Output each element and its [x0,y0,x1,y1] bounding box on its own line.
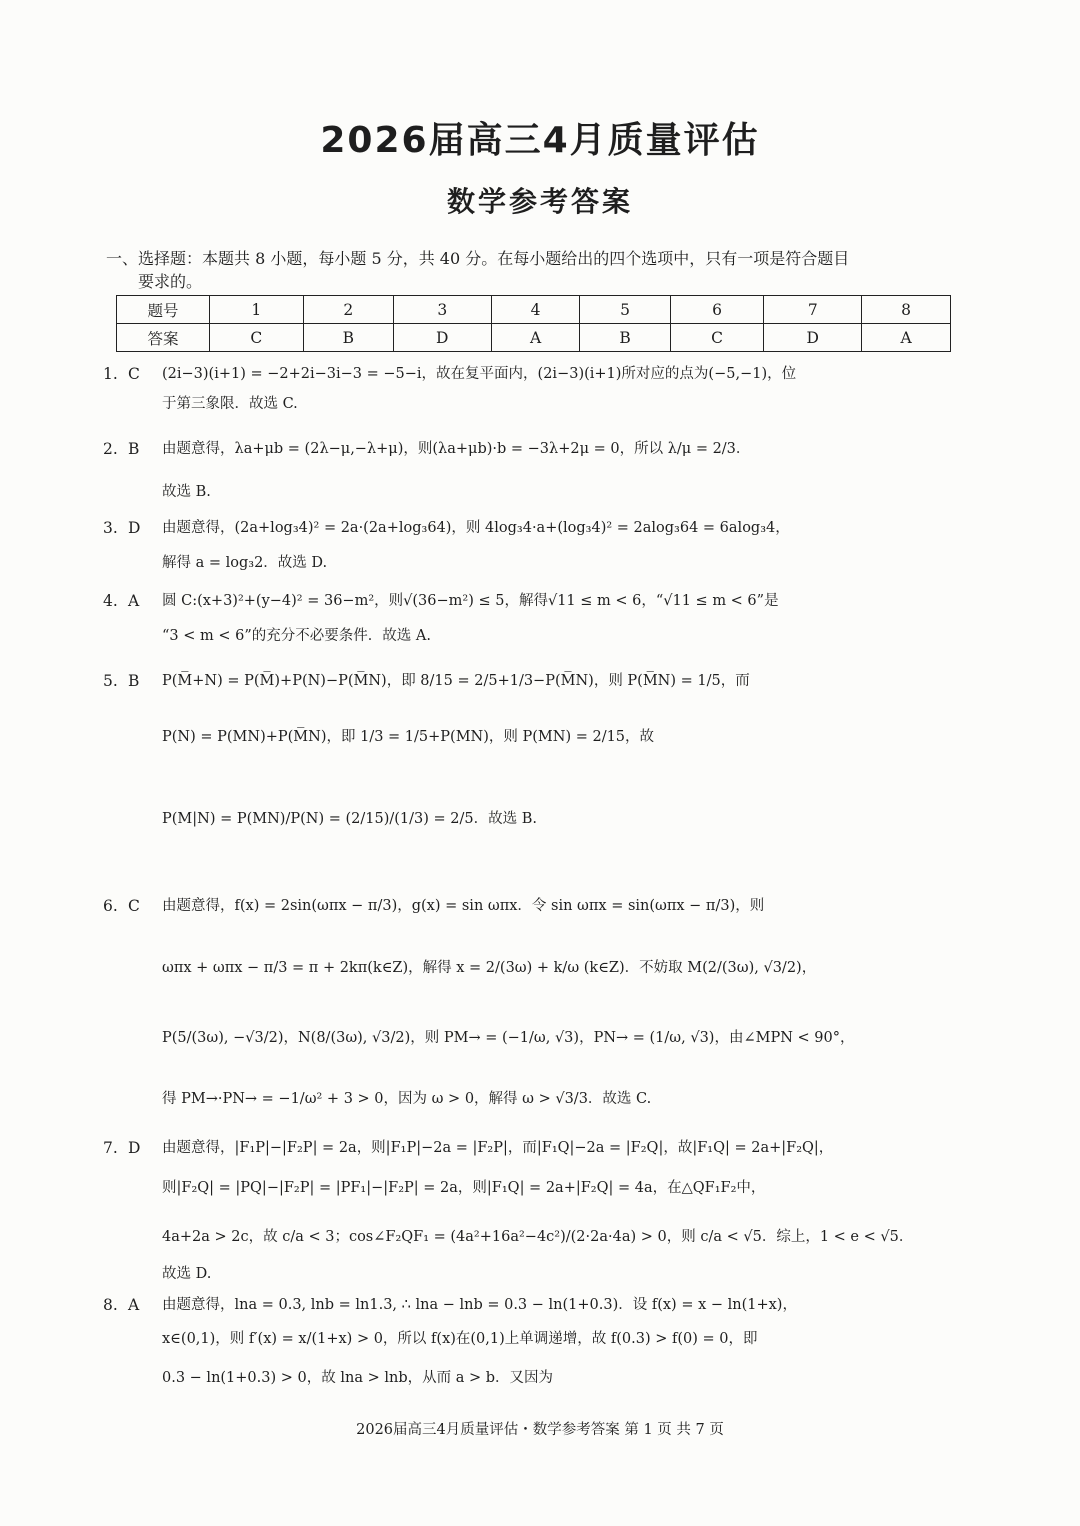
table-cell: B [303,324,393,352]
q6-line2: ωπx + ωπx − π/3 = π + 2kπ(k∈Z)，解得 x = 2/(3ω) + k/ω (k∈Z)．不妨取 M(2/(3ω), √3/2)， [162,960,817,976]
q4-line2: “3 < m < 6”的充分不必要条件．故选 A. [162,628,431,644]
table-row-answers [117,324,951,352]
table-cell: 6 [670,296,764,324]
table-cell: 1 [210,296,304,324]
answer-table [116,295,951,352]
table-cell: D [764,324,862,352]
table-cell: C [670,324,764,352]
q3-line2: 解得 a = log₃2．故选 D. [162,555,328,571]
q3-answer: D [128,519,141,537]
section-heading-line1: 一、选择题：本题共 8 小题，每小题 5 分，共 40 分。在每小题给出的四个选项中，只有一项是符合题目 [106,249,850,268]
q7-number: 7. [103,1139,118,1157]
q4-answer: A [128,592,140,610]
q8-line2: x∈(0,1)，则 f′(x) = x/(1+x) > 0，所以 f(x)在(0,1)上单调递增，故 f(0.3) > f(0) = 0，即 [162,1331,758,1347]
table-cell: 8 [862,296,951,324]
table-cell: A [862,324,951,352]
q4-number: 4. [103,592,118,610]
q2-number: 2. [103,440,118,458]
q1-answer: C [128,365,140,383]
table-cell: B [580,324,670,352]
q5-answer: B [128,672,140,690]
q5-line1: P(M̅+N) = P(M̅)+P(N)−P(M̅N)，即 8/15 = 2/5+1/3−P(M̅N)，则 P(M̅N) = 1/5，而 [162,673,750,689]
q1-line1: (2i−3)(i+1) = −2+2i−3i−3 = −5−i，故在复平面内，(2i−3)(i+1)所对应的点为(−5,−1)，位 [162,366,797,382]
q3-number: 3. [103,519,118,537]
q2-line2: 故选 B. [162,484,211,500]
q6-answer: C [128,897,140,915]
q7-line4: 故选 D. [162,1266,212,1282]
page-subtitle: 数学参考答案 [446,185,633,218]
table-cell: 3 [393,296,491,324]
table-cell: D [393,324,491,352]
table-cell: 4 [491,296,580,324]
table-cell: 7 [764,296,862,324]
q6-line3: P(5/(3ω), −√3/2)，N(8/(3ω), √3/2)，则 PM→ = (−1/ω, √3)，PN→ = (1/ω, √3)，由∠MPN < 90°， [162,1030,855,1046]
q4-line1: 圆 C:(x+3)²+(y−4)² = 36−m²，则√(36−m²) ≤ 5，解得√11 ≤ m < 6，“√11 ≤ m < 6”是 [162,593,779,609]
q8-line1: 由题意得，lna = 0.3, lnb = ln1.3, ∴ lna − lnb = 0.3 − ln(1+0.3)．设 f(x) = x − ln(1+x)， [162,1297,797,1313]
q2-answer: B [128,440,140,458]
table-cell: C [210,324,304,352]
q1-number: 1. [103,365,118,383]
q7-line1: 由题意得，|F₁P|−|F₂P| = 2a，则|F₁P|−2a = |F₂P|，而|F₁Q|−2a = |F₂Q|，故|F₁Q| = 2a+|F₂Q|， [162,1140,834,1156]
q7-line3: 4a+2a > 2c，故 c/a < 3；cos∠F₂QF₁ = (4a²+16a²−4c²)/(2·2a·4a) > 0，则 c/a < √5．综上，1 < e < √5． [162,1229,914,1245]
page-title: 2026届高三4月质量评估 [320,120,760,161]
q8-number: 8. [103,1296,118,1314]
table-row-numbers [117,296,951,324]
q7-answer: D [128,1139,141,1157]
table-cell: 2 [303,296,393,324]
q6-line1: 由题意得，f(x) = 2sin(ωπx − π/3)，g(x) = sin ωπx．令 sin ωπx = sin(ωπx − π/3)，则 [162,898,765,914]
q1-line2: 于第三象限．故选 C. [162,396,298,412]
row-label-number: 题号 [117,296,210,324]
q5-line2: P(N) = P(MN)+P(M̅N)，即 1/3 = 1/5+P(MN)，则 P(MN) = 2/15，故 [162,729,655,745]
q2-line1: 由题意得，λa+μb = (2λ−μ,−λ+μ)，则(λa+μb)·b = −3λ+2μ = 0，所以 λ/μ = 2/3． [162,441,751,457]
q8-line3: 0.3 − ln(1+0.3) > 0，故 lna > lnb，从而 a > b．又因为 [162,1370,554,1386]
q8-answer: A [128,1296,140,1314]
q7-line2: 则|F₂Q| = |PQ|−|F₂P| = |PF₁|−|F₂P| = 2a，则|F₁Q| = 2a+|F₂Q| = 4a，在△QF₁F₂中， [162,1180,766,1196]
q5-line3: P(M|N) = P(MN)/P(N) = (2/15)/(1/3) = 2/5．故选 B. [162,811,537,827]
q6-number: 6. [103,897,118,915]
page-footer: 2026届高三4月质量评估・数学参考答案 第 1 页 共 7 页 [356,1422,724,1438]
table-cell: 5 [580,296,670,324]
q5-number: 5. [103,672,118,690]
table-cell: A [491,324,580,352]
q3-line1: 由题意得，(2a+log₃4)² = 2a·(2a+log₃64)，则 4log₃4·a+(log₃4)² = 2alog₃64 = 6alog₃4， [162,520,790,536]
row-label-answer: 答案 [117,324,210,352]
q6-line4: 得 PM→·PN→ = −1/ω² + 3 > 0，因为 ω > 0，解得 ω > √3/3．故选 C. [162,1091,652,1107]
section-heading-line2: 要求的。 [138,272,203,291]
